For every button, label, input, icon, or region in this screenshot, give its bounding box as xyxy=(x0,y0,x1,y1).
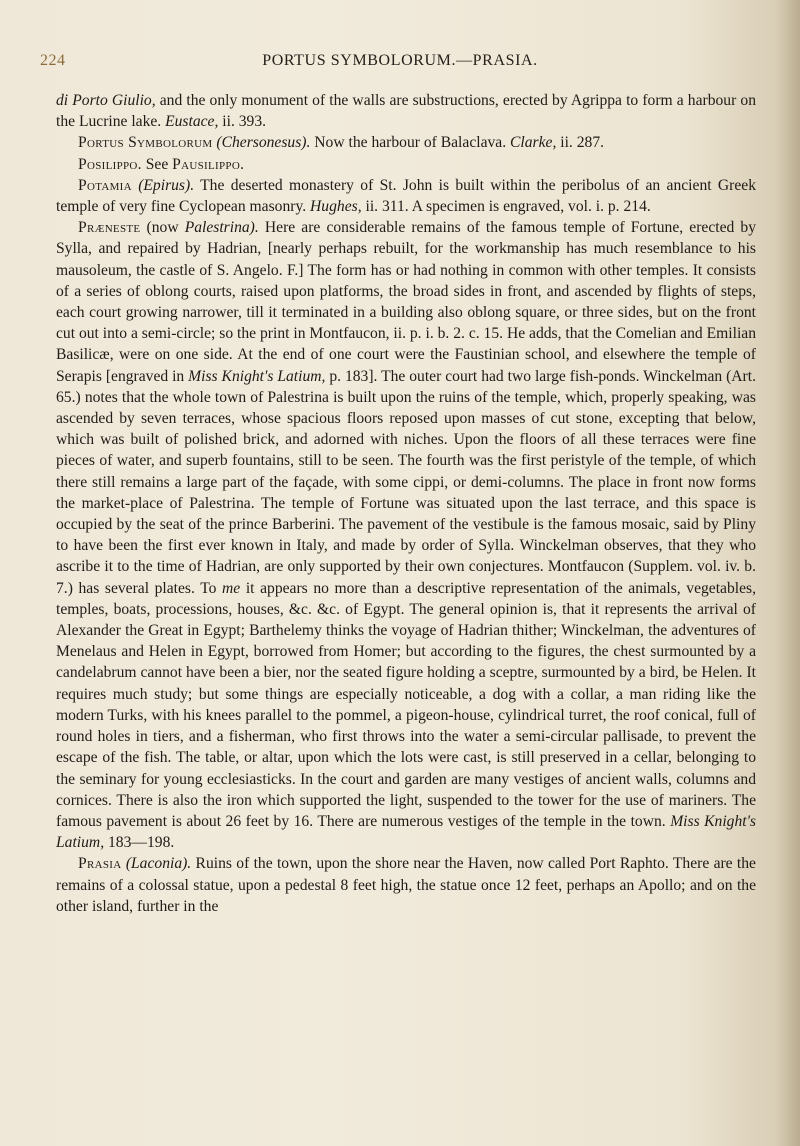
entry-paragraph xyxy=(56,175,756,217)
italic-text: (Laconia). xyxy=(125,855,192,873)
italic-text: me xyxy=(222,579,241,597)
text-run: Here are considerable remains of the famous temple of Fortune, erected by Sylla, and repaired by Hadrian, [nearly perhaps rebuilt, for the workmanship has much resemblance to his mausoleum, the castle of S. Angelo. F.] The form has or had nothing in common with other temples. It consists of a series of oblong courts, raised upon platforms, the broad sides in front, and ascended by flights of steps, each court growing narrower, till it terminated in a building also oblong square, or three sides, but on the front cut out into a semi-circle; so the print in Montfaucon, ii. p. i. b. 2. c. 15. He adds, that the Comelian and Emilian Basilicæ, were on one side. At the end of one court were the Faustinian school, and elsewhere the temple of Serapis [engraved in xyxy=(56,219,756,385)
text-run: ii. 393. xyxy=(218,113,267,131)
text-run: and the only monument of the walls are substructions, erected by Agrippa to form a harbour on the Lucrine lake. xyxy=(56,92,756,131)
entry-headword: Potamia xyxy=(78,176,132,194)
italic-text: Miss Knight's Latium, xyxy=(188,367,326,385)
italic-text: Miss Knight's Latium, xyxy=(56,812,757,852)
text-run: See xyxy=(141,155,173,173)
italic-text: (Chersonesus). xyxy=(216,134,311,152)
entry-headword: Portus Symbolorum xyxy=(78,134,213,152)
text-run: 183—198. xyxy=(104,834,175,852)
entry-paragraph xyxy=(56,90,756,132)
text-run: it appears no more than a descriptive representation of the animals, vegetables, temples, boats, processions, houses, &c. &c. of Egypt. The general opinion is, that it represents the arrival of Alexander the Great in Egypt; Barthelemy thinks the voyage of Hadrian thither; Winckelman, the adventures of Menelaus and Helen in Egypt, borrowed from Homer; but according to the figures, the chest surmounted by a candelabrum cannot have been a bier, nor the seated figure holding a sceptre, surmounted by a bird, be Helen. It requires much study; but some things are especially noticeable, a dog with a collar, a man riding like the modern Turks, with his knees parallel to the pommel, a pigeon-house, cylindrical turret, the roof conical, full of round holes in tiers, and a fisherman, who first throws into the water a semi-circular pallisade, to prevent the escape of the fish. The table, or altar, upon which the lots were cast, is still preserved in a cellar, belonging to the seminary for young ecclesiasticks. In the court and garden are many vestiges of ancient walls, columns and cornices. There is also the iron which supported the light, suspended to the tower for the use of mariners. The famous pavement is about 26 feet by 16. There are numerous vestiges of the temple in the town. xyxy=(56,579,756,830)
entry-paragraph xyxy=(56,217,756,853)
italic-text: di Porto Giulio, xyxy=(56,92,156,109)
text-run: Now the harbour of Balaclava. xyxy=(310,134,511,152)
italic-text: Eustace, xyxy=(165,113,219,131)
entry-headword: Præneste xyxy=(78,219,141,237)
entry-paragraph xyxy=(56,132,756,153)
entry-paragraph xyxy=(56,853,756,917)
text-run: Ruins of the town, upon the shore near the Haven, now called Port Raphto. There are the remains of a colossal statue, upon a pedestal 8 feet high, the statue once 12 feet, perhaps an Apollo; and on the other island, further in the xyxy=(56,855,756,915)
text-run: (now xyxy=(140,219,185,237)
text-run: p. 183]. The outer court had two large fish-ponds. Winckelman (Art. 65.) notes that the whole town of Palestrina is built upon the ruins of the temple, which, properly speaking, was ascended by seven terraces, whose spacious floors reposed upon masses of cut stone, excepting that below, which was built of polished brick, and adorned with niches. Upon the floors of all these terraces were fine pieces of water, and superb fountains, still to be seen. The fourth was the first peristyle of the temple, of which there still remains a large part of the façade, with some cippi, or demi-columns. The place in front now forms the market-place of Palestrina. The temple of Fortune was situated upon the last terrace, and this space is occupied by the seat of the prince Barberini. The pavement of the vestibule is the famous mosaic, said by Pliny to have been the first ever known in Italy, and made by order of Sylla. Winckelman observes, that they who ascribe it to the time of Hadrian, are only supported by their own conjectures. Montfaucon (Supplem. vol. iv. b. 7.) has several plates. To xyxy=(56,367,756,597)
page-body xyxy=(56,90,756,917)
entry-headword: Pausilippo. xyxy=(172,155,245,173)
italic-text: Palestrina). xyxy=(184,219,259,237)
entry-paragraph xyxy=(56,154,756,175)
text-run: ii. 287. xyxy=(556,134,605,152)
entry-headword: Posilippo. xyxy=(78,155,142,173)
page-number: 224 xyxy=(40,52,66,69)
italic-text: Hughes, xyxy=(310,198,362,216)
entry-headword: Prasia xyxy=(78,855,122,873)
running-title: PORTUS SYMBOLORUM.—PRASIA. xyxy=(262,52,538,69)
italic-text: Clarke, xyxy=(510,134,557,152)
italic-text: (Epirus). xyxy=(138,176,195,194)
text-run: The deserted monastery of St. John is built within the peribolus of an ancient Greek temple of very fine Cyclopean masonry. xyxy=(56,176,756,216)
text-run: ii. 311. A specimen is engraved, vol. i. p. 214. xyxy=(361,198,651,216)
